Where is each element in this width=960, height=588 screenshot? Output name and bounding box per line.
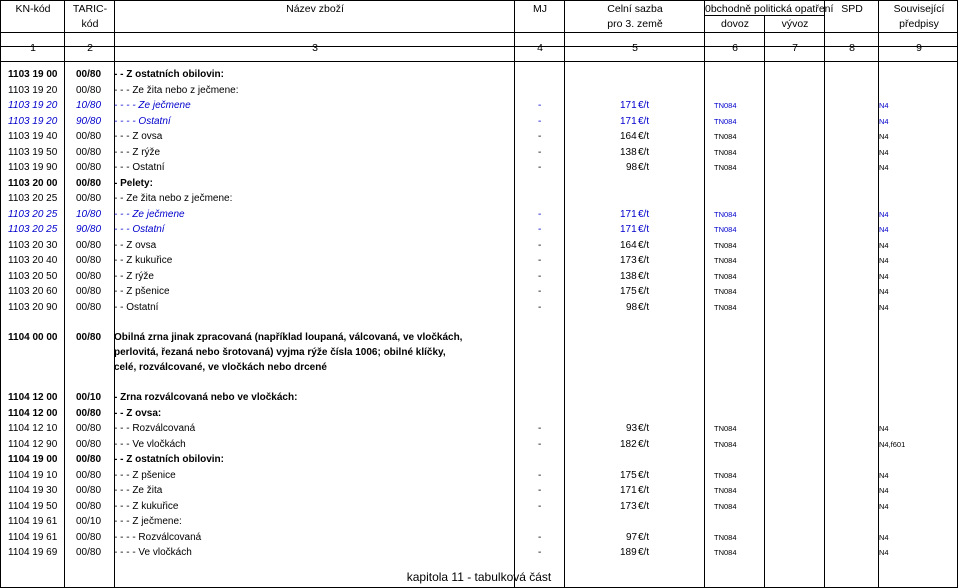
header-dovoz: dovoz [720,18,750,30]
row-desc: - - - Ze žita nebo z ječmene: [114,84,239,96]
table-row [0,67,958,82]
row-predpisy: N4 [879,163,889,172]
col-num-6: 6 [732,42,738,54]
row-rate: 98 [626,301,638,313]
row-predpisy: N4 [879,271,889,281]
row-sub: 00/80 [76,500,102,512]
row-rate: 189 [620,547,637,558]
row-rate: 182 [620,438,637,450]
table-row [0,114,958,129]
row-code: 1103 20 00 [8,177,58,189]
header-col-line [514,0,515,61]
row-dovoz: TN084 [714,548,737,557]
row-code: 1104 12 10 [8,423,58,434]
row-desc: - - Ostatní [114,301,159,313]
col-num-2: 2 [87,42,93,54]
table-row [0,191,958,206]
row-predpisy: N4 [879,548,889,557]
row-code: 1103 20 90 [8,301,58,313]
row-desc: - - Ze žita nebo z ječmene: [114,193,233,204]
row-predpisy: N4 [879,225,889,234]
heading-1104 [0,330,958,345]
row-sub: 00/10 [76,392,102,403]
row-code: 1104 19 50 [8,500,58,512]
row-dash: - [538,270,542,282]
row-mj: €/t [638,115,650,127]
row-dash: - [538,162,542,173]
col-num-8: 8 [849,42,855,54]
row-sub: 00/80 [76,84,102,96]
row-code: 1103 20 25 [8,208,58,220]
row-dovoz: TN084 [714,532,737,542]
row-dash: - [538,531,542,543]
row-rate: 175 [620,286,637,297]
row-sub: 00/80 [76,423,102,434]
row-desc: - Pelety: [114,177,153,189]
table-row [0,545,958,560]
row-sub: 00/80 [76,162,102,173]
table-row [0,284,958,299]
col-num-3: 3 [312,42,318,54]
row-dash: - [538,547,542,558]
row-dash: - [538,485,542,496]
table-row [0,514,958,529]
row-desc: - - - Rozválcovaná [114,423,196,434]
row-rate: 173 [620,255,637,266]
row-code: 1104 12 90 [8,438,58,450]
header-souvisejici: Související [893,3,945,15]
row-desc: - - - Ze žita [114,485,163,496]
row-rate: 173 [620,500,637,512]
row-dash: - [538,115,542,127]
row-sub: 00/80 [76,454,102,465]
row-rate: 93 [626,423,638,434]
header-col-line [704,0,705,61]
row-dovoz: TN084 [714,101,737,110]
row-code: 1103 20 50 [8,270,58,282]
header-col-line [564,0,565,61]
row-desc: - - - Ze ječmene [114,208,185,220]
table-row [0,499,958,514]
row-code: 1104 12 00 [8,407,58,419]
row-rate: 138 [620,146,637,158]
row-sub: 00/80 [76,69,102,80]
row-dovoz: TN084 [714,470,737,480]
row-code: 1103 20 60 [8,286,58,297]
row-mj: €/t [638,239,650,251]
row-desc: - - - - Ve vločkách [114,547,192,558]
table-row [0,300,958,315]
row-mj: €/t [638,500,650,512]
heading-1104-cont [0,360,958,375]
header-divider-bottom [1,46,957,47]
heading-1104-sub: 00/80 [76,332,102,343]
header-kn-kod: KN-kód [15,3,51,15]
row-mj: €/t [638,131,650,142]
row-mj: €/t [638,547,650,558]
table-row [0,145,958,160]
row-sub: 00/80 [76,146,102,158]
row-dovoz: TN084 [714,256,737,265]
row-predpisy: N4 [879,101,889,110]
row-mj: €/t [638,485,650,496]
row-code: 1103 19 40 [8,131,58,142]
row-mj: €/t [638,146,650,158]
row-dash: - [538,239,542,251]
row-code: 1104 19 61 [8,531,58,543]
row-code: 1103 19 00 [8,69,58,80]
row-sub: 00/80 [76,131,102,142]
col-num-5: 5 [632,42,638,54]
row-dash: - [538,438,542,450]
table-header [0,0,958,62]
row-mj: €/t [638,208,650,220]
row-predpisy: N4 [879,209,889,219]
row-desc: - - - - Rozválcovaná [114,531,202,543]
page-footer: kapitola 11 - tabulková část [406,570,552,584]
header-vyvoz: vývoz [781,18,809,30]
row-sub: 00/80 [76,301,102,313]
row-desc: - - - Ostatní [114,224,165,235]
heading-1104-line-3: celé, rozválcované, ve vločkách nebo drcené [114,362,327,373]
header-col-line [878,0,879,61]
row-dovoz: TN084 [714,240,737,250]
col-num-7: 7 [792,42,798,54]
row-sub: 00/80 [76,177,102,189]
row-code: 1104 19 10 [8,469,58,481]
row-predpisy: N4 [879,302,889,312]
row-dovoz: TN084 [714,287,737,296]
row-desc: - - - Z kukuřice [114,500,179,512]
row-sub: 00/80 [76,286,102,297]
row-predpisy: N4 [879,116,889,126]
row-dovoz: TN084 [714,225,737,234]
row-dash: - [538,301,542,313]
row-sub: 00/80 [76,255,102,266]
row-dovoz: TN084 [714,486,737,495]
header-nazev: Název zboží [286,3,344,15]
row-predpisy: N4 [879,240,889,250]
table-row [0,98,958,113]
table-row [0,222,958,237]
row-code: 1104 19 00 [8,454,58,465]
row-sub: 00/80 [76,239,102,251]
row-code: 1103 19 20 [8,100,58,111]
row-mj: €/t [638,224,650,235]
row-rate: 171 [620,224,637,235]
row-rate: 98 [626,162,638,173]
header-celni-sazba: Celní sazba [607,3,663,15]
row-predpisy: N4 [879,501,889,511]
heading-1104-line-1: Obilná zrna jinak zpracovaná (například loupaná, válcovaná, ve vločkách, [114,332,463,343]
row-mj: €/t [638,301,650,313]
table-row [0,406,958,421]
table-row [0,238,958,253]
row-dovoz: TN084 [714,439,737,449]
row-dash: - [538,100,542,111]
row-desc: - - - Z ječmene: [114,516,182,527]
row-predpisy: N4 [879,147,889,157]
row-desc: - - Z kukuřice [114,255,173,266]
header-mj: MJ [533,3,547,15]
row-mj: €/t [638,531,650,543]
table-row [0,269,958,284]
row-predpisy: N4,f601 [879,439,906,449]
row-rate: 171 [620,115,637,127]
table-row [0,452,958,467]
row-dash: - [538,500,542,512]
row-mj: €/t [638,255,650,266]
row-dovoz: TN084 [714,302,737,312]
row-sub: 90/80 [76,115,102,127]
heading-1104-code: 1104 00 00 [8,332,58,343]
row-mj: €/t [638,469,650,481]
row-desc: - Zrna rozválcovaná nebo ve vločkách: [114,392,298,403]
row-code: 1103 19 90 [8,162,58,173]
row-rate: 175 [620,469,637,481]
row-desc: - - - - Ze ječmene [114,100,191,111]
row-rate: 164 [620,131,637,142]
row-sub: 00/10 [76,516,102,527]
table-row [0,253,958,268]
row-code: 1104 19 69 [8,547,58,558]
header-kod: kód [81,18,99,30]
row-dovoz: TN084 [714,116,737,126]
row-desc: - - - Ve vločkách [114,438,186,450]
row-sub: 10/80 [76,208,102,220]
header-predpisy: předpisy [899,18,939,30]
row-sub: 10/80 [76,100,102,111]
row-sub: 00/80 [76,270,102,282]
table-row [0,160,958,175]
table-row [0,129,958,144]
row-code: 1103 19 20 [8,84,58,96]
row-desc: - - Z rýže [114,270,154,282]
row-rate: 171 [620,208,637,220]
header-col-line [64,0,65,61]
header-spd: SPD [841,3,863,15]
row-dash: - [538,208,542,220]
table-row [0,207,958,222]
row-dovoz: TN084 [714,271,737,281]
header-pro3zeme: pro 3. země [607,18,663,30]
header-col-line [114,0,115,61]
row-rate: 171 [620,100,637,111]
row-code: 1103 19 50 [8,146,58,158]
row-dovoz: TN084 [714,424,737,433]
row-dash: - [538,224,542,235]
row-dovoz: TN084 [714,132,737,141]
row-code: 1104 12 00 [8,392,58,403]
row-dovoz: TN084 [714,163,737,172]
table-row [0,437,958,452]
row-dovoz: TN084 [714,147,737,157]
row-rate: 171 [620,485,637,496]
row-code: 1103 20 25 [8,224,58,235]
row-mj: €/t [638,423,650,434]
row-desc: - - - Z ovsa [114,131,163,142]
row-sub: 90/80 [76,224,102,235]
row-predpisy: N4 [879,256,889,265]
row-dash: - [538,255,542,266]
table-row [0,483,958,498]
heading-1104-cont [0,345,958,360]
row-mj: €/t [638,162,650,173]
row-code: 1104 19 30 [8,485,58,496]
row-desc: - - - Ostatní [114,162,165,173]
row-dash: - [538,423,542,434]
col-num-4: 4 [537,42,543,54]
row-rate: 138 [620,270,637,282]
row-code: 1103 20 30 [8,239,58,251]
row-predpisy: N4 [879,486,889,495]
row-predpisy: N4 [879,132,889,141]
row-predpisy: N4 [879,470,889,480]
row-desc: - - Z ovsa [114,239,157,251]
row-desc: - - - Z rýže [114,146,161,158]
header-taric: TARIC- [72,3,108,15]
row-desc: - - Z ovsa: [114,407,162,419]
row-desc: - - Z ostatních obilovin: [114,69,224,80]
header-divider-numbers [1,32,957,33]
col-num-1: 1 [30,42,36,54]
table-row [0,421,958,436]
header-opatreni: 0bchodně politická opatření [705,3,834,15]
row-code: 1103 20 40 [8,255,58,266]
heading-1104-line-2: perlovitá, řezaná nebo šrotovaná) vyjma rýže čísla 1006; obilné klíčky, [114,347,446,358]
row-code: 1104 19 61 [8,516,58,527]
row-sub: 00/80 [76,531,102,543]
row-desc: - - - Z pšenice [114,469,176,481]
row-rate: 97 [626,531,638,543]
row-dash: - [538,131,542,142]
row-desc: - - Z pšenice [114,286,170,297]
row-dovoz: TN084 [714,501,737,511]
row-predpisy: N4 [879,424,889,433]
row-desc: - - Z ostatních obilovin: [114,454,224,465]
row-mj: €/t [638,270,650,282]
header-col-line [764,16,765,61]
header-col-line [824,0,825,61]
row-mj: €/t [638,100,650,111]
row-sub: 00/80 [76,193,102,204]
row-sub: 00/80 [76,407,102,419]
row-sub: 00/80 [76,485,102,496]
row-dash: - [538,469,542,481]
row-predpisy: N4 [879,532,889,542]
row-sub: 00/80 [76,469,102,481]
row-dash: - [538,146,542,158]
row-mj: €/t [638,286,650,297]
table-row [0,530,958,545]
row-sub: 00/80 [76,438,102,450]
row-predpisy: N4 [879,287,889,296]
row-dovoz: TN084 [714,209,737,219]
row-desc: - - - - Ostatní [114,115,171,127]
row-rate: 164 [620,239,637,251]
row-code: 1103 20 25 [8,193,58,204]
row-sub: 00/80 [76,547,102,558]
table-row [0,176,958,191]
table-row [0,390,958,405]
table-row [0,83,958,98]
row-mj: €/t [638,438,650,450]
row-code: 1103 19 20 [8,115,58,127]
table-row [0,468,958,483]
col-num-9: 9 [916,42,922,54]
row-dash: - [538,286,542,297]
